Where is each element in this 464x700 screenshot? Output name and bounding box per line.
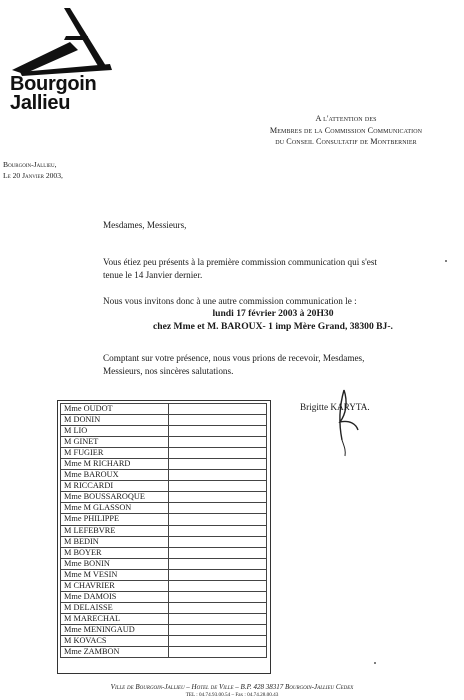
attendee-row: [61, 647, 267, 658]
signature-block: [300, 398, 420, 458]
handwritten-signature-icon: [300, 384, 390, 458]
attendee-row: [61, 536, 267, 547]
signatory-name: Brigitte KARYTA.: [300, 402, 370, 412]
attendee-name: M MARECHAL: [61, 613, 169, 624]
attendee-table: [57, 400, 271, 674]
letter-footer: [0, 683, 464, 698]
footer-address: Ville de Bourgoin-Jallieu – Hotel de Ville – B.P. 428 38317 Bourgoin-Jallieu Cedex: [110, 683, 354, 691]
paragraph-2: Nous vous invitons donc à une autre commission communication le :: [103, 296, 357, 306]
attendee-row: [61, 591, 267, 602]
attendee-name: M DELAISSE: [61, 602, 169, 613]
sender-place: Bourgoin-Jallieu,: [3, 160, 57, 169]
attendee-signature-cell: [169, 624, 267, 635]
scan-speck: [374, 662, 376, 664]
attendee-row: [61, 492, 267, 503]
attendee-row: [61, 514, 267, 525]
attendee-row: [61, 415, 267, 426]
letter-date: Le 20 Janvier 2003,: [3, 170, 63, 180]
attendee-signature-cell: [169, 613, 267, 624]
attendee-table-body: [61, 404, 267, 658]
meeting-date: lundi 17 février 2003 à 20H30: [212, 308, 334, 319]
attendee-row: [61, 481, 267, 492]
attendee-row: [61, 602, 267, 613]
logo-text-jallieu: Jallieu: [10, 92, 71, 114]
scan-speck: [445, 260, 447, 262]
city-logo: [4, 6, 126, 114]
attendee-row: [61, 569, 267, 580]
attendee-name: M BEDIN: [61, 536, 169, 547]
attendee-name: Mme M GLASSON: [61, 503, 169, 514]
attendee-row: [61, 404, 267, 415]
attendee-signature-cell: [169, 569, 267, 580]
attendee-row: [61, 503, 267, 514]
attendee-name: M CHAVRIER: [61, 580, 169, 591]
attendee-signature-cell: [169, 481, 267, 492]
paragraph-1-line-2: tenue le 14 Janvier dernier.: [103, 269, 203, 280]
attendee-name: Mme M RICHARD: [61, 459, 169, 470]
attendee-name: M LIO: [61, 426, 169, 437]
attendee-row: [61, 547, 267, 558]
logo-mark-icon: [4, 6, 126, 78]
attendee-signature-cell: [169, 647, 267, 658]
attendee-signature-cell: [169, 591, 267, 602]
attendee-row: [61, 624, 267, 635]
attendee-signature-cell: [169, 404, 267, 415]
attendee-name: Mme ZAMBON: [61, 647, 169, 658]
attendee-signature-cell: [169, 602, 267, 613]
attendee-name: Mme BAROUX: [61, 470, 169, 481]
attendee-signature-cell: [169, 558, 267, 569]
attendee-name: Mme BONIN: [61, 558, 169, 569]
attendee-row: [61, 525, 267, 536]
attendee-signature-cell: [169, 470, 267, 481]
attendee-row: [61, 580, 267, 591]
attendee-signature-cell: [169, 525, 267, 536]
attendee-name: M GINET: [61, 437, 169, 448]
recipient-line-3: du Conseil Consultatif de Montbernier: [275, 137, 417, 146]
attendee-row: [61, 558, 267, 569]
attendee-grid: [60, 403, 267, 658]
attendee-signature-cell: [169, 492, 267, 503]
sender-place-date: [3, 160, 113, 181]
attendee-signature-cell: [169, 448, 267, 459]
closing-paragraph: [103, 352, 364, 377]
closing-line-1: Comptant sur votre présence, nous vous prions de recevoir, Mesdames,: [103, 353, 365, 363]
attendee-row: [61, 426, 267, 437]
attendee-signature-cell: [169, 459, 267, 470]
footer-phone: TEL : 04.74.93.00.54 – Fax : 04.74.28.00.43: [185, 692, 279, 698]
attendee-name: M DONIN: [61, 415, 169, 426]
recipient-line-1: A l'attention des: [315, 114, 377, 123]
attendee-signature-cell: [169, 580, 267, 591]
attendee-signature-cell: [169, 536, 267, 547]
closing-line-2: Messieurs, nos sincères salutations.: [103, 365, 234, 376]
attendee-name: M RICCARDI: [61, 481, 169, 492]
meeting-place: chez Mme et M. BAROUX- 1 imp Mère Grand, 38300 BJ-.: [153, 320, 393, 332]
attendee-row: [61, 448, 267, 459]
paragraph-1-line-1: Vous étiez peu présents à la première commission communication qui s'est: [103, 257, 377, 267]
attendee-signature-cell: [169, 437, 267, 448]
attendee-signature-cell: [169, 426, 267, 437]
paragraph-1: [103, 256, 377, 281]
attendee-row: [61, 470, 267, 481]
attendee-name: M KOVACS: [61, 635, 169, 646]
attendee-signature-cell: [169, 547, 267, 558]
attendee-name: Mme PHILIPPE: [61, 514, 169, 525]
attendee-name: Mme DAMOIS: [61, 591, 169, 602]
attendee-name: M LEFEBVRE: [61, 525, 169, 536]
attendee-signature-cell: [169, 635, 267, 646]
attendee-name: Mme OUDOT: [61, 404, 169, 415]
attendee-signature-cell: [169, 415, 267, 426]
attendee-name: M FUGIER: [61, 448, 169, 459]
logo-text-bourgoin: Bourgoin: [10, 73, 97, 95]
recipient-block: [232, 113, 460, 148]
attendee-row: [61, 613, 267, 624]
salutation: Mesdames, Messieurs,: [103, 220, 187, 230]
attendee-name: Mme MENINGAUD: [61, 624, 169, 635]
attendee-name: Mme BOUSSAROQUE: [61, 492, 169, 503]
meeting-details: [103, 308, 443, 333]
attendee-name: M BOYER: [61, 547, 169, 558]
attendee-row: [61, 437, 267, 448]
attendee-name: Mme M VESIN: [61, 569, 169, 580]
attendee-signature-cell: [169, 503, 267, 514]
recipient-line-2: Membres de la Commission Communication: [269, 125, 423, 135]
attendee-signature-cell: [169, 514, 267, 525]
attendee-row: [61, 635, 267, 646]
attendee-row: [61, 459, 267, 470]
